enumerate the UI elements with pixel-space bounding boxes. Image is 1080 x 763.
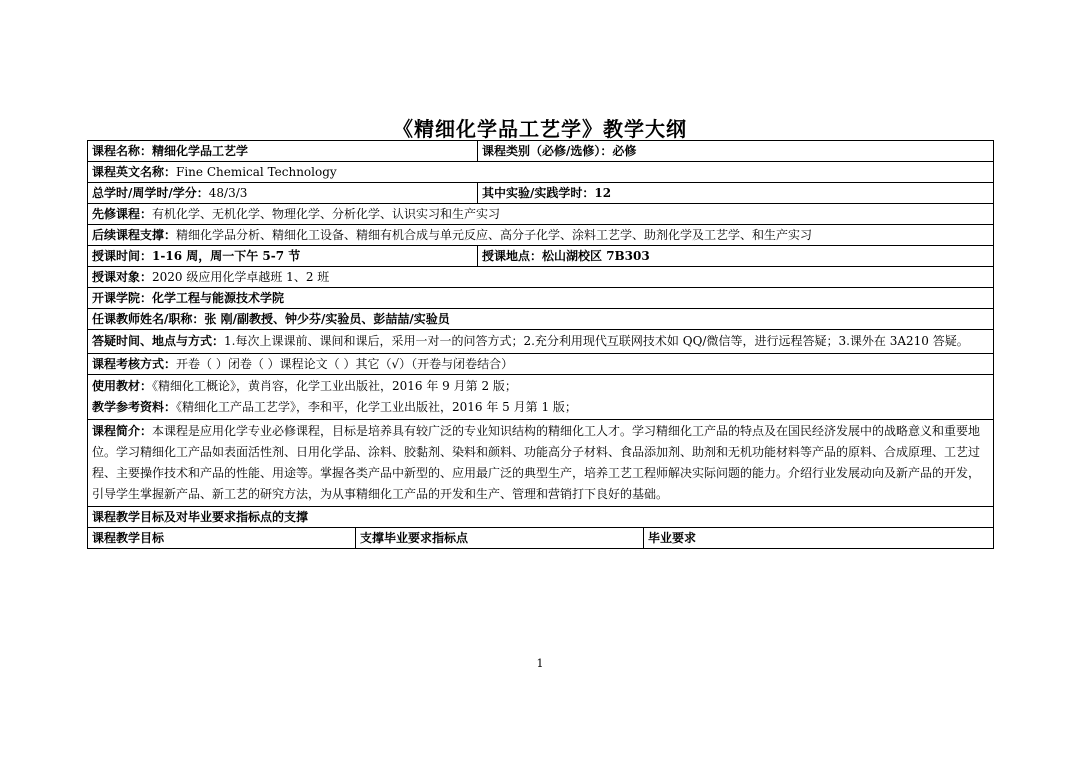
row-objectives-columns xyxy=(88,528,994,549)
hours-value: 48/3/3 xyxy=(208,186,248,200)
textbook-line xyxy=(92,376,989,397)
intro-label: 课程简介： xyxy=(92,424,153,438)
page-number: 1 xyxy=(536,657,544,670)
course-en-name-label: 课程英文名称： xyxy=(92,165,177,179)
audience-label: 授课对象： xyxy=(92,270,153,284)
row-textbook xyxy=(88,375,994,420)
row-assessment xyxy=(88,354,994,375)
row-audience xyxy=(88,267,994,288)
location-value: 松山湖校区 7B303 xyxy=(542,249,650,263)
qa-value: 1.每次上课课前、课间和课后，采用一对一的问答方式；2.充分利用现代互联网技术如 QQ/微信等，进行远程答疑；3.课外在 3A210 答疑。 xyxy=(224,334,969,348)
row-teachers xyxy=(88,309,994,330)
course-type-label: 课程类别（必修/选修）： xyxy=(482,144,613,158)
lab-hours-value: 12 xyxy=(594,186,612,200)
textbook-label: 使用教材： xyxy=(92,379,153,393)
course-type-value: 必修 xyxy=(612,144,637,158)
course-type-cell xyxy=(478,141,994,162)
college-value: 化学工程与能源技术学院 xyxy=(152,291,285,305)
column-header-objective: 课程教学目标 xyxy=(88,528,356,549)
schedule-label: 授课时间： xyxy=(92,249,153,263)
course-name-cell xyxy=(88,141,478,162)
syllabus-table xyxy=(87,140,994,549)
course-en-name-value: Fine Chemical Technology xyxy=(176,165,337,179)
followups-label: 后续课程支撑： xyxy=(92,228,177,242)
row-college xyxy=(88,288,994,309)
lab-hours-label: 其中实验/实践学时： xyxy=(482,186,595,200)
teachers-value: 张 刚/副教授、钟少芬/实验员、彭喆喆/实验员 xyxy=(204,312,450,326)
college-label: 开课学院： xyxy=(92,291,153,305)
column-header-indicator: 支撑毕业要求指标点 xyxy=(356,528,644,549)
reference-label: 教学参考资料： xyxy=(92,400,177,414)
textbook-value: 《精细化工概论》，黄肖容，化学工业出版社，2016 年 9 月第 2 版； xyxy=(152,379,517,393)
document-title: 《精细化学品工艺学》教学大纲 xyxy=(393,117,687,141)
schedule-value: 1-16 周，周一下午 5-7 节 xyxy=(152,249,301,263)
row-intro xyxy=(88,420,994,507)
row-hours xyxy=(88,183,994,204)
row-course-name xyxy=(88,141,994,162)
assessment-label: 课程考核方式： xyxy=(92,357,177,371)
teachers-label: 任课教师姓名/职称： xyxy=(92,312,205,326)
prerequisites-label: 先修课程： xyxy=(92,207,153,221)
intro-value: 本课程是应用化学专业必修课程，目标是培养具有较广泛的专业知识结构的精细化工人才。学习精细化工产品的特点及在国民经济发展中的战略意义和重要地位。学习精细化工产品如表面活性剂、日用化学品、涂料、胶黏剂、染料和颜料、功能高分子材料、食品添加剂、助剂和无机功能材料等产品的原料、合成原理、工艺过程、主要操作技术和产品的性能、用途等。掌握各类产品中新型的、应用最广泛的典型生产，培养工艺工程师解决实际问题的能力。介绍行业发展动向及新产品的开发，引导学生掌握新产品、新工艺的研究方法，为从事精细化工产品的开发和生产、管理和营销打下良好的基础。 xyxy=(92,424,981,501)
assessment-value: 开卷（ ）闭卷（ ）课程论文（ ）其它（√）（开卷与闭卷结合） xyxy=(176,357,514,371)
objectives-heading: 课程教学目标及对毕业要求指标点的支撑 xyxy=(88,507,994,528)
row-prerequisites xyxy=(88,204,994,225)
course-name-value: 精细化学品工艺学 xyxy=(152,144,249,158)
row-schedule xyxy=(88,246,994,267)
row-qa xyxy=(88,330,994,354)
row-objectives-heading xyxy=(88,507,994,528)
row-followups xyxy=(88,225,994,246)
row-course-en-name xyxy=(88,162,994,183)
column-header-requirement: 毕业要求 xyxy=(644,528,994,549)
followups-value: 精细化学品分析、精细化工设备、精细有机合成与单元反应、高分子化学、涂料工艺学、助剂化学及工艺学、和生产实习 xyxy=(176,228,813,242)
reference-line xyxy=(92,397,989,418)
reference-value: 《精细化工产品工艺学》，李和平，化学工业出版社，2016 年 5 月第 1 版； xyxy=(176,400,577,414)
location-label: 授课地点： xyxy=(482,249,543,263)
hours-label: 总学时/周学时/学分： xyxy=(92,186,209,200)
course-name-label: 课程名称： xyxy=(92,144,153,158)
prerequisites-value: 有机化学、无机化学、物理化学、分析化学、认识实习和生产实习 xyxy=(152,207,501,221)
audience-value: 2020 级应用化学卓越班 1、2 班 xyxy=(152,270,330,284)
qa-label: 答疑时间、地点与方式： xyxy=(92,334,225,348)
